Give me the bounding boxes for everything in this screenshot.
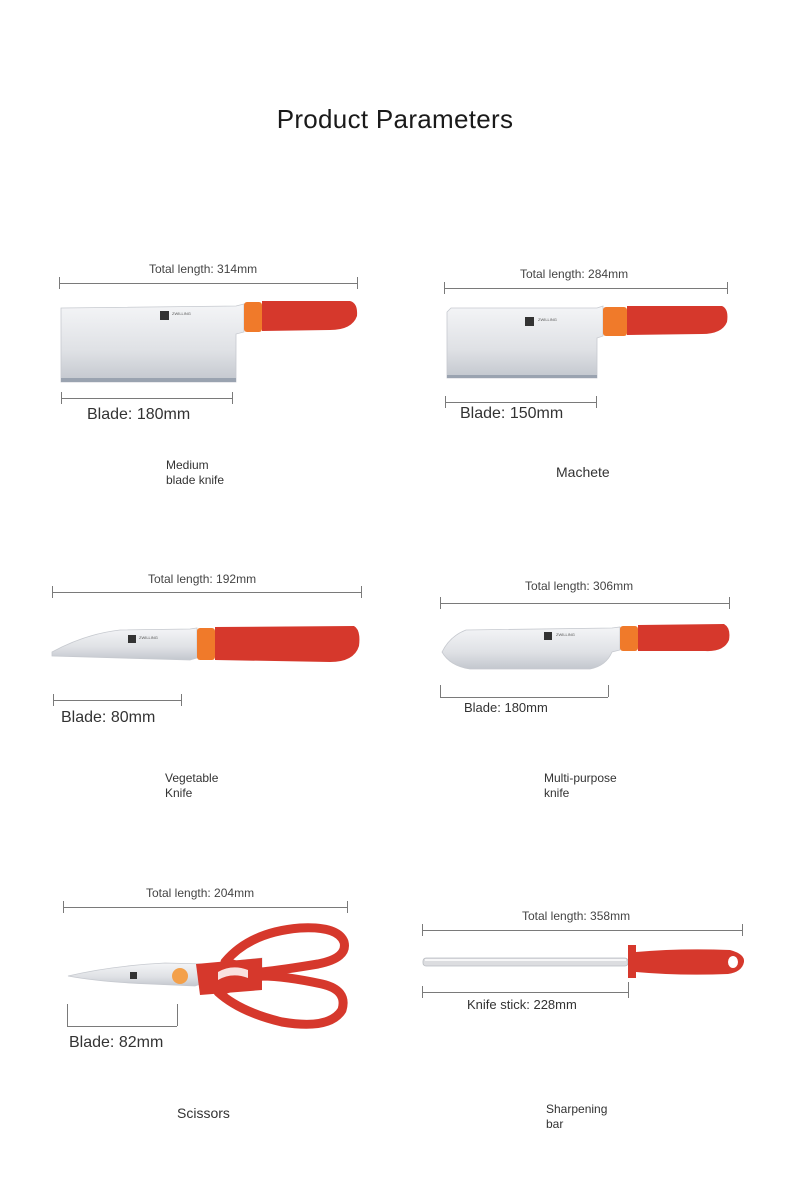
total-length-label: Total length: 358mm xyxy=(522,909,631,923)
product-name: Sharpening bar xyxy=(546,1102,608,1131)
svg-text:ZWILLING: ZWILLING xyxy=(139,635,158,640)
total-length-label: Total length: 284mm xyxy=(520,267,629,281)
svg-text:ZWILLING: ZWILLING xyxy=(556,632,575,637)
blade-length-label: Blade: 150mm xyxy=(460,405,564,422)
blade-length-label: Blade: 82mm xyxy=(69,1034,164,1051)
page-title: Product Parameters xyxy=(276,104,514,134)
product-name: Vegetable Knife xyxy=(165,771,219,800)
blade-length-line xyxy=(422,992,628,993)
svg-text:ZWILLING: ZWILLING xyxy=(172,311,191,316)
blade-length-label: Blade: 80mm xyxy=(61,709,156,726)
total-length-label: Total length: 314mm xyxy=(149,262,258,276)
svg-text:ZWILLING: ZWILLING xyxy=(538,317,557,322)
total-length-label: Total length: 192mm xyxy=(148,572,257,586)
blade-length-label: Blade: 180mm xyxy=(464,700,548,715)
product-name: Multi-purpose knife xyxy=(544,771,617,800)
product-name: Medium blade knife xyxy=(166,458,225,487)
blade-length-label: Knife stick: 228mm xyxy=(467,997,577,1012)
blade-length-label: Blade: 180mm xyxy=(87,406,191,423)
total-length-label: Total length: 306mm xyxy=(525,579,634,593)
product-name: Scissors xyxy=(177,1105,230,1121)
total-length-label: Total length: 204mm xyxy=(146,886,255,900)
dimension-tick xyxy=(422,986,423,998)
dimension-tick xyxy=(628,982,629,998)
product-name: Machete xyxy=(556,464,610,480)
